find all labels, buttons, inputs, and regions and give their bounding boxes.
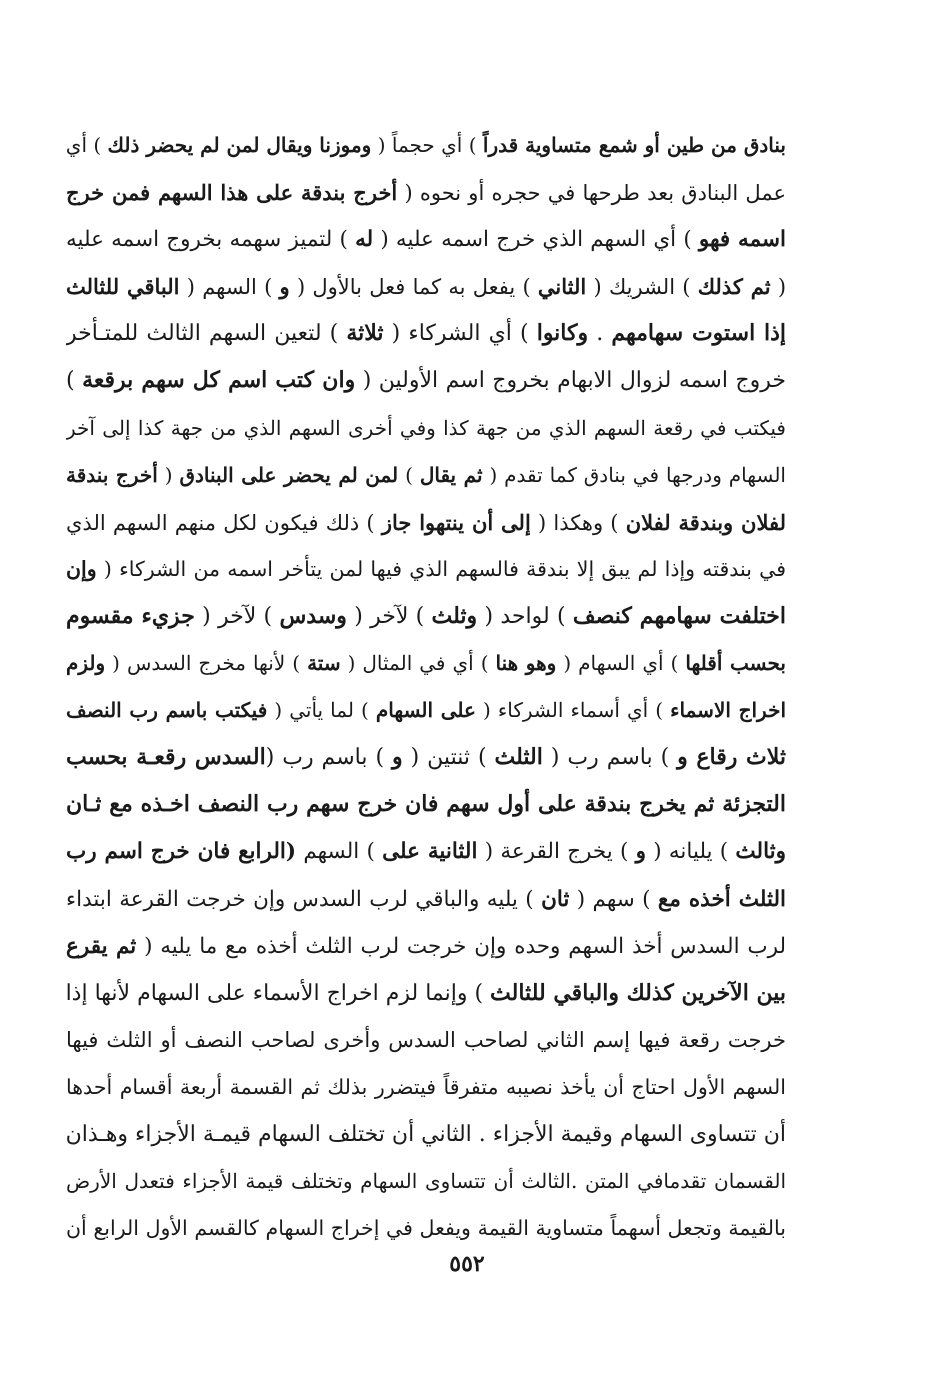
bold-text-segment: اختلفت سهامهم كنصف bbox=[572, 602, 786, 629]
text-line bbox=[66, 734, 786, 781]
bold-text-segment: وموزنا ويقال لمن لم يحضر ذلك bbox=[107, 133, 372, 157]
text-segment: ) لتميز سهمه بخروج اسمه عليه bbox=[66, 227, 356, 253]
text-segment: عمل البنادق بعد طرحها في حجره أو نحوه ( bbox=[397, 181, 786, 206]
bold-text-segment: إذا استوت سهامهم bbox=[611, 320, 786, 347]
text-segment: ) يخرج القرعة ( bbox=[477, 839, 636, 865]
text-segment: ) bbox=[66, 368, 83, 394]
text-segment: لرب السدس أخذ السهم وحده وإن خرجت لرب الثلث أخذه مع ما يليه ( bbox=[136, 933, 786, 959]
text-segment: ) لواحد ( bbox=[477, 603, 573, 629]
bold-text-segment: ستة bbox=[307, 651, 341, 676]
bold-text-segment: له bbox=[355, 227, 374, 253]
text-segment: ( bbox=[157, 462, 180, 487]
text-segment: ) وإنما لزم اخراج الأسماء على السهام لأنها إذا bbox=[66, 980, 491, 1006]
bold-text-segment: فيكتب باسم رب النصف bbox=[66, 698, 268, 723]
bold-text-segment: وان كتب اسم كل سهم برقعة bbox=[82, 367, 356, 394]
text-segment: ) أي السهام ( bbox=[556, 651, 686, 676]
text-line bbox=[66, 876, 786, 923]
text-segment: ) أي الشركاء ( bbox=[383, 321, 537, 347]
bold-text-segment: و bbox=[392, 744, 403, 771]
text-line bbox=[66, 405, 786, 452]
bold-text-segment: وهو هنا bbox=[495, 651, 557, 676]
bold-text-segment: إلى أن ينتهوا جاز bbox=[381, 509, 531, 535]
text-segment: ) سهم ( bbox=[569, 886, 658, 912]
text-segment: فيكتب في رقعة السهم الذي من جهة كذا وفي أخرى السهم الذي من جهة كذا إلى آخر bbox=[66, 415, 786, 440]
bold-text-segment: التجزئة ثم يخرج بندقة على أول سهم فان خرج سهم رب النصف اخـذه مع ثـان bbox=[66, 791, 786, 818]
bold-text-segment: وسدس bbox=[279, 602, 347, 629]
text-segment: ) السهم bbox=[296, 839, 383, 865]
bold-text-segment: وإن bbox=[66, 556, 97, 581]
bold-text-segment: وثلث bbox=[431, 602, 478, 629]
text-segment: ) ذلك فيكون لكل منهم السهم الذي bbox=[66, 510, 382, 535]
text-line bbox=[66, 546, 786, 593]
text-segment: ) لتعين السهم الثالث للمتـأخر bbox=[66, 321, 347, 347]
text-segment: أن تتساوى السهام وقيمة الأجزاء . الثاني أن تختلف السهام قيمـة الأجزاء وهـذان bbox=[66, 1121, 786, 1147]
bold-text-segment: ثم يقرع bbox=[66, 933, 137, 959]
text-segment: ) لآخر ( bbox=[194, 603, 280, 629]
bold-text-segment: وكانوا bbox=[536, 320, 589, 347]
text-line bbox=[66, 923, 786, 970]
text-line bbox=[66, 781, 786, 828]
bold-text-segment: ثلاث رقاع و bbox=[677, 744, 786, 771]
text-segment: السهام ودرجها في بنادق كما تقدم ( bbox=[482, 462, 786, 487]
bold-text-segment: أخرج بندقة bbox=[66, 462, 158, 487]
text-segment: ) الشريك ( bbox=[586, 275, 698, 300]
text-line bbox=[66, 263, 786, 310]
text-line bbox=[66, 499, 786, 546]
bold-text-segment: (الرابع فان خرج اسم رب bbox=[66, 839, 297, 865]
bold-text-segment: لمن لم يحضر على البنادق bbox=[179, 462, 399, 487]
text-line bbox=[66, 1064, 786, 1111]
text-segment: ) باسم رب ( bbox=[542, 745, 678, 771]
page-number: ٥٥٢ bbox=[449, 1251, 485, 1277]
text-line bbox=[66, 593, 786, 640]
bold-text-segment: اسمه فهو bbox=[698, 227, 786, 253]
bold-text-segment: الباقي للثالث bbox=[66, 274, 180, 300]
bold-text-segment: وثالث bbox=[735, 839, 786, 865]
bold-text-segment: الثاني bbox=[537, 274, 587, 300]
text-line bbox=[66, 216, 786, 263]
text-segment: ) أي حجماً ( bbox=[371, 133, 483, 157]
text-segment: ) bbox=[398, 462, 420, 487]
text-segment: في بندقته وإذا لم يبق إلا بندقة فالسهم الذي فيها لمن يتأخر اسمه من الشركاء ( bbox=[96, 556, 786, 581]
bold-text-segment: اخراج الاسماء bbox=[670, 698, 786, 723]
bold-text-segment: على السهام bbox=[375, 698, 476, 723]
bold-text-segment: ثم يقال bbox=[419, 462, 483, 487]
text-line bbox=[66, 687, 786, 734]
text-segment: ) يليه والباقي لرب السدس وإن خرجت القرعة ابتداء bbox=[66, 886, 542, 912]
text-line bbox=[66, 640, 786, 687]
text-line bbox=[66, 169, 786, 216]
text-segment: ) أي أسماء الشركاء ( bbox=[475, 698, 671, 723]
text-segment: ) يفعل به كما فعل بالأول ( bbox=[289, 275, 538, 300]
text-segment: ) وهكذا ( bbox=[530, 510, 626, 535]
bold-text-segment: الثلث أخذه مع bbox=[657, 886, 786, 912]
bold-text-segment: لفلان وبندقة لفلان bbox=[625, 509, 786, 535]
bold-text-segment: بحسب أقلها bbox=[685, 651, 786, 676]
text-segment: خروج اسمه لزوال الابهام بخروج اسم الأولين ( bbox=[355, 368, 786, 394]
text-line bbox=[66, 828, 786, 875]
bold-text-segment: بنادق من طين أو شمع متساوية قدراً bbox=[482, 133, 786, 157]
text-segment: ( bbox=[770, 275, 786, 300]
text-line bbox=[66, 1111, 786, 1158]
body-text bbox=[66, 122, 786, 1252]
text-segment: القسمان تقدمافي المتن .الثالث أن تتساوى السهام وتختلف قيمة الأجزاء فتعدل الأرض bbox=[66, 1169, 786, 1194]
text-segment: ) لأنها مخرج السدس ( bbox=[105, 651, 308, 676]
text-segment: بالقيمة وتجعل أسهماً متساوية القيمة ويفعل في إخراج السهام كالقسم الأول الرابع أن bbox=[66, 1216, 786, 1241]
text-segment: ) أي في المثال ( bbox=[340, 651, 496, 676]
text-segment: ) لما يأتي ( bbox=[267, 698, 376, 723]
text-segment: ) لآخر ( bbox=[346, 603, 432, 629]
bold-text-segment: و bbox=[279, 274, 290, 300]
bold-text-segment: أخرج بندقة على هذا السهم فمن خرج bbox=[66, 180, 398, 206]
bold-text-segment: ثلاثة bbox=[346, 320, 384, 347]
text-line bbox=[66, 357, 786, 404]
text-segment: ) السهم ( bbox=[179, 275, 280, 300]
text-segment: . bbox=[588, 321, 612, 347]
bold-text-segment: و bbox=[635, 839, 647, 865]
bold-text-segment: ثم كذلك bbox=[697, 274, 771, 300]
text-segment: ) ثنتين ( bbox=[402, 745, 495, 771]
text-line bbox=[66, 452, 786, 499]
text-line bbox=[66, 970, 786, 1017]
text-line bbox=[66, 310, 786, 357]
bold-text-segment: السدس رقعـة بحسب bbox=[66, 744, 266, 771]
text-segment: ) أي السهم الذي خرج اسمه عليه ( bbox=[373, 227, 699, 253]
bold-text-segment: الثانية على bbox=[382, 839, 478, 865]
bold-text-segment: بين الآخرين كذلك والباقي للثالث bbox=[490, 979, 786, 1006]
text-segment: السهم الأول احتاج أن يأخذ نصيبه متفرقاً فيتضرر بذلك ثم القسمة أربعة أقسام أحدها bbox=[66, 1074, 786, 1099]
text-line bbox=[66, 1158, 786, 1205]
text-segment: ) يليانه ( bbox=[646, 839, 736, 865]
text-line bbox=[66, 1017, 786, 1064]
text-line bbox=[66, 122, 786, 169]
bold-text-segment: جزيء مقسوم bbox=[66, 602, 195, 629]
bold-text-segment: ولزم bbox=[66, 651, 106, 676]
text-segment: ) باسم رب ( bbox=[265, 745, 393, 771]
text-segment: ) أي bbox=[66, 133, 108, 157]
text-line bbox=[66, 1205, 786, 1252]
bold-text-segment: ثان bbox=[541, 886, 570, 912]
text-segment: خرجت رقعة فيها إسم الثاني لصاحب السدس وأخرى لصاحب النصف أو الثلث فيها bbox=[66, 1027, 786, 1052]
bold-text-segment: الثلث bbox=[494, 744, 543, 771]
